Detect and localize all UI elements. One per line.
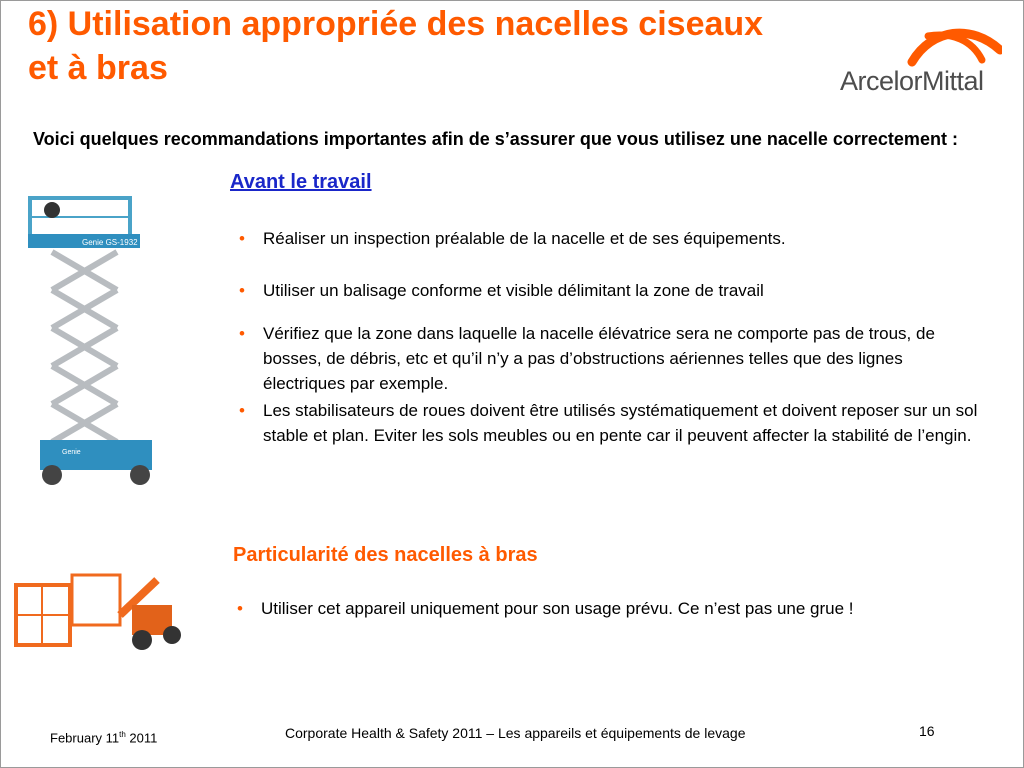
list-item: • Utiliser un balisage conforme et visible délimitant la zone de travail	[239, 278, 983, 303]
scissor-lift-image	[22, 190, 182, 490]
logo-swoosh-icon	[832, 20, 1002, 70]
scissor-lift-label: Genie GS-1932	[82, 238, 138, 247]
footer-title: Corporate Health & Safety 2011 – Les appareils et équipements de levage	[285, 725, 746, 741]
bullet-icon: •	[239, 401, 245, 420]
list-item: • Les stabilisateurs de roues doivent être utilisés systématiquement et doivent reposer sur un sol stable et plan. Eviter les sols meubles ou en pente car il peuvent affecter la stabilité de l’engin.	[239, 398, 983, 448]
page-number: 16	[919, 723, 935, 739]
slide-title: 6) Utilisation appropriée des nacelles ciseaux et à bras	[28, 5, 764, 87]
logo-wordmark: ArcelorMittal	[840, 66, 984, 96]
scissor-base-label: Genie	[62, 449, 81, 456]
arcelormittal-logo	[832, 20, 1002, 100]
section-heading-nacelles-a-bras: Particularité des nacelles à bras	[233, 544, 538, 566]
bullet-icon: •	[239, 281, 245, 300]
footer-date: February 11th 2011	[50, 730, 158, 746]
list-item: • Réaliser un inspection préalable de la nacelle et de ses équipements.	[239, 226, 983, 251]
boom-lift-image	[12, 565, 184, 660]
bullet-icon: •	[237, 599, 243, 618]
bullet-icon: •	[239, 229, 245, 248]
intro-text: Voici quelques recommandations importantes afin de s’assurer que vous utilisez une nacelle correctement :	[33, 129, 958, 149]
section-heading-avant-le-travail: Avant le travail	[230, 171, 372, 193]
list-item: • Utiliser cet appareil uniquement pour son usage prévu. Ce n’est pas une grue !	[237, 596, 931, 621]
list-item: • Vérifiez que la zone dans laquelle la nacelle élévatrice sera ne comporte pas de trous, de bosses, de débris, etc et qu’il n’y a pas d’obstructions aériennes telles que des lignes électriques par exemple.	[239, 321, 983, 396]
bullet-icon: •	[239, 324, 245, 343]
